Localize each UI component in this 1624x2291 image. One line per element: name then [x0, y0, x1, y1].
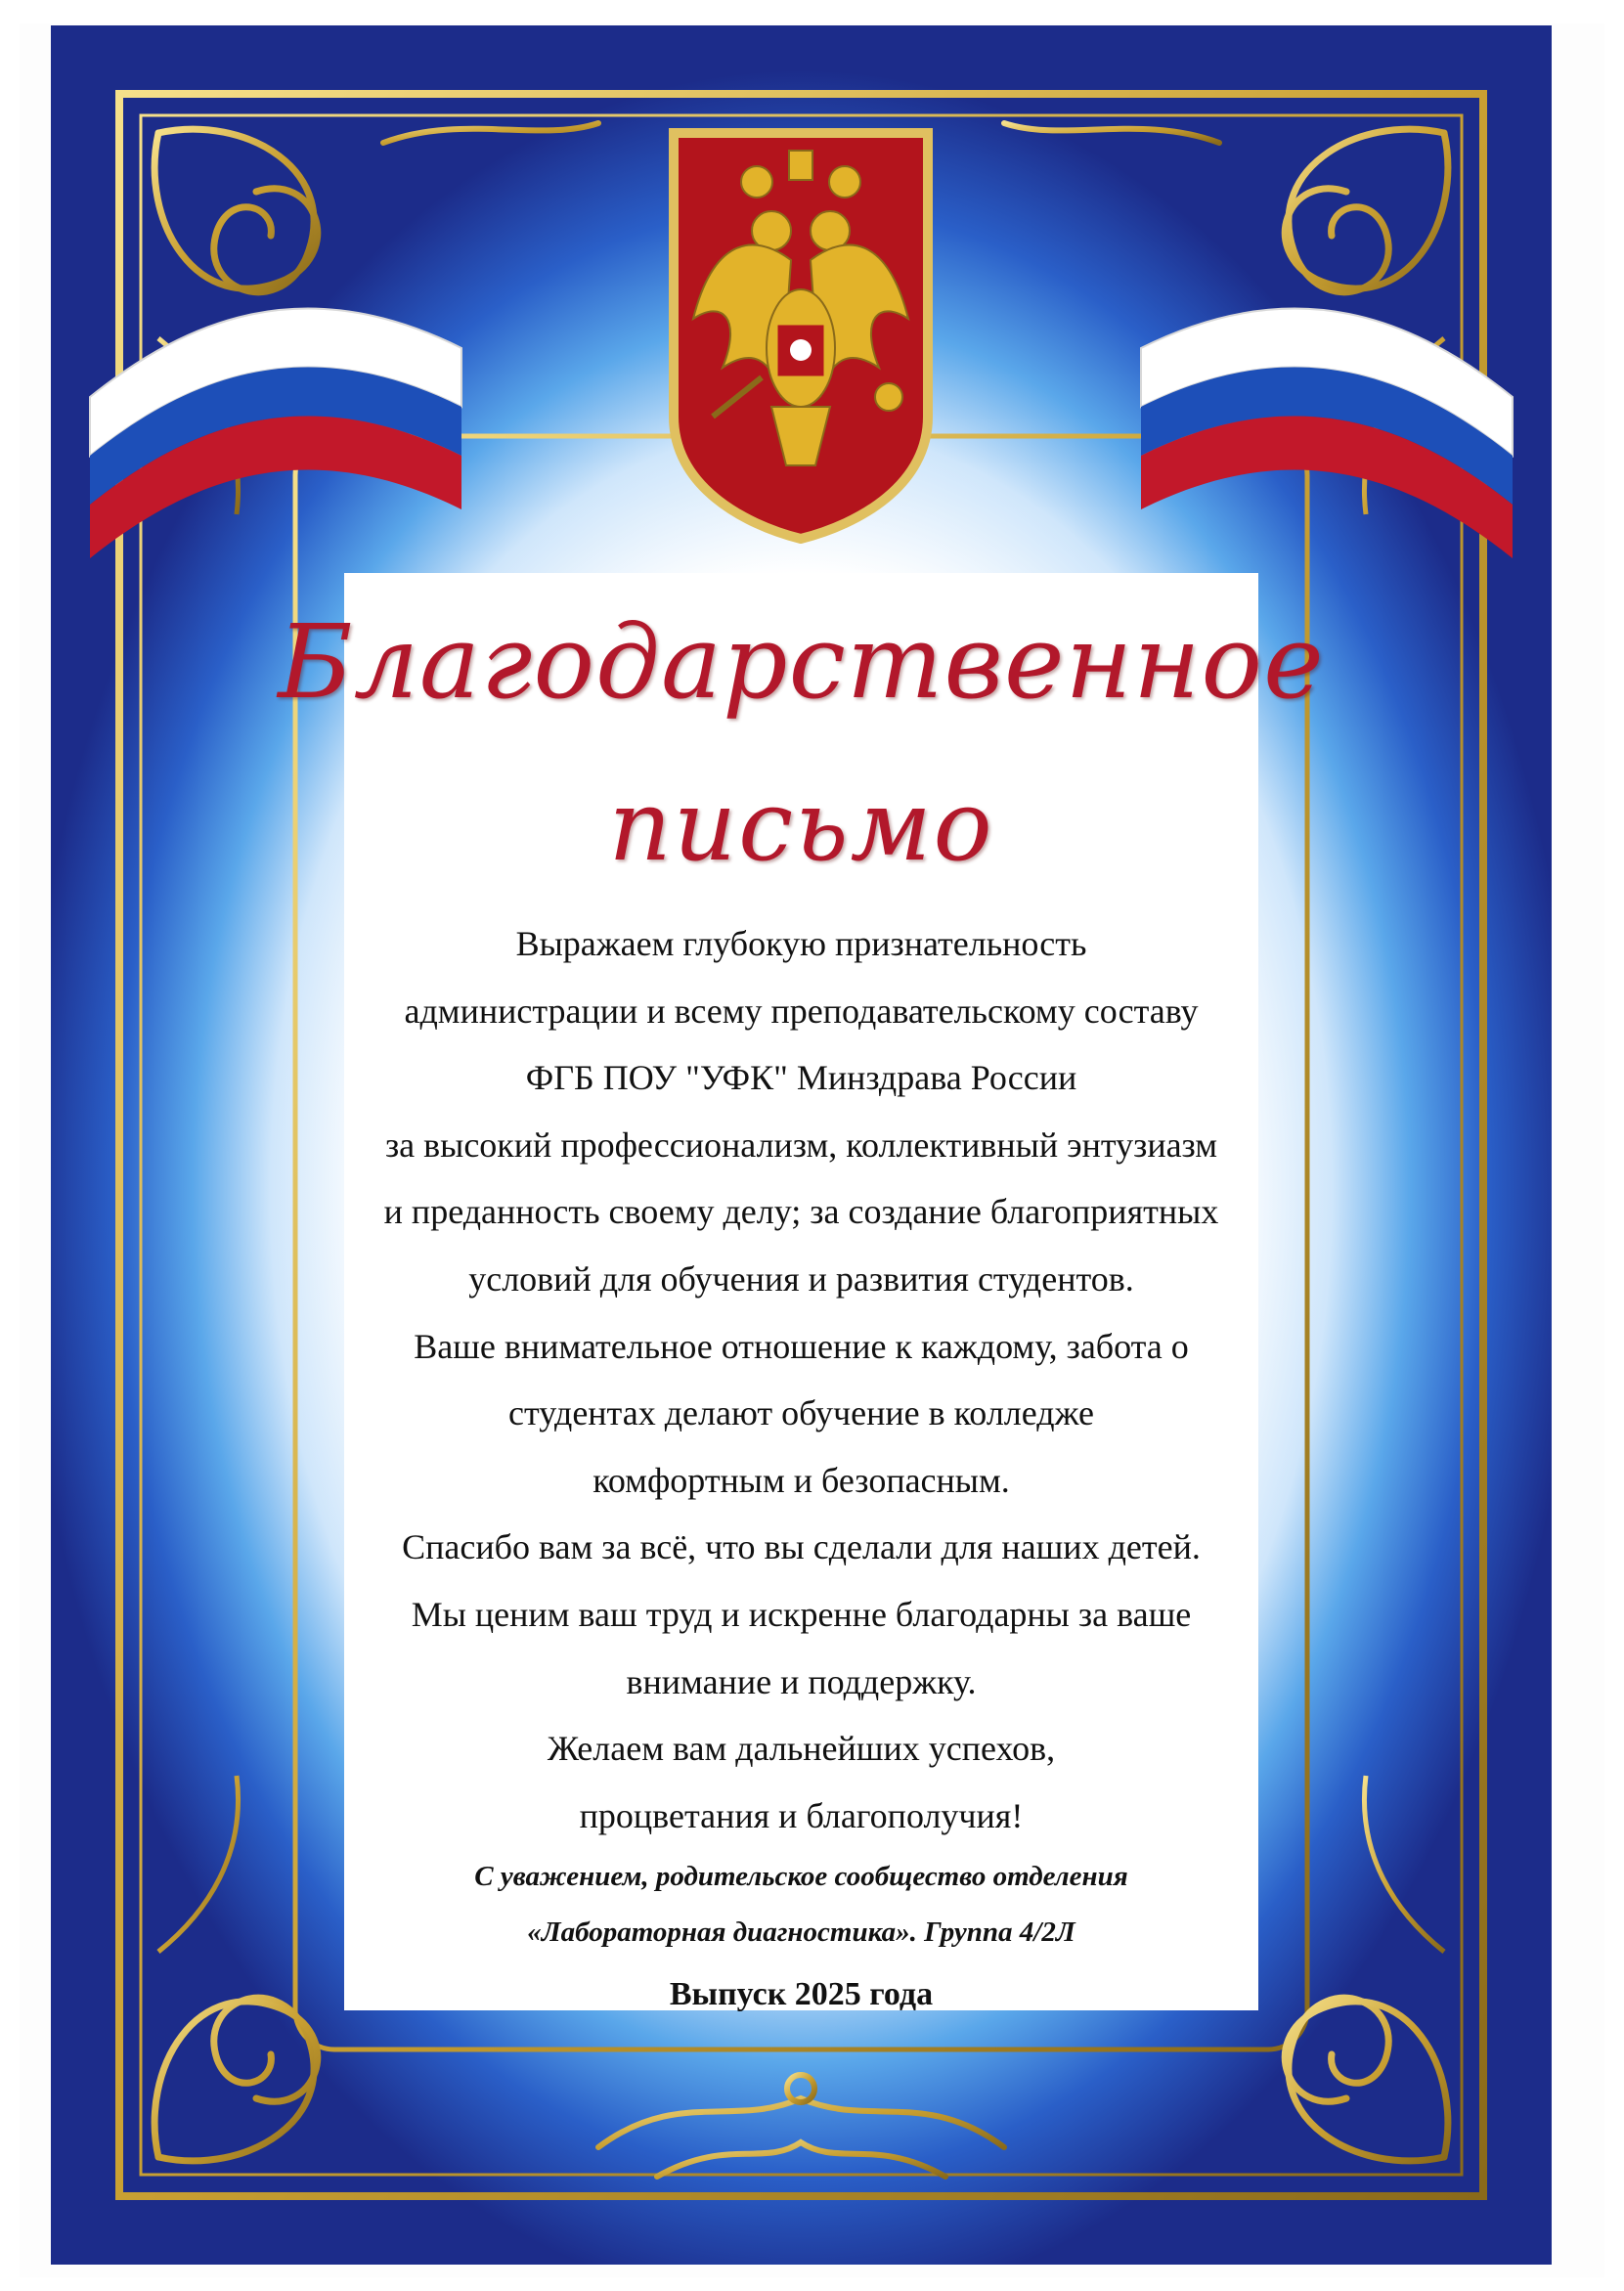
body-line: Выражаем глубокую признательность: [515, 924, 1087, 963]
body-line: Желаем вам дальнейших успехов,: [547, 1729, 1056, 1769]
body-line: внимание и поддержку.: [626, 1661, 977, 1701]
graduation-year: Выпуск 2025 года: [669, 1976, 934, 2013]
body-line: Ваше внимательное отношение к каждому, забота о: [414, 1326, 1189, 1366]
flag-ribbon-left: [90, 308, 461, 558]
body-line: ФГБ ПОУ "УФК" Минздрава России: [525, 1058, 1077, 1098]
body-line: студентах делают обучение в колледже: [508, 1393, 1094, 1433]
letter-body: [344, 910, 1258, 2029]
body-line: за высокий профессионализм, коллективный энтузиазм: [384, 1124, 1218, 1165]
body-line: условий для обучения и развития студентов.: [468, 1258, 1134, 1299]
signature-line: С уважением, родительское сообщество отделения: [474, 1861, 1128, 1893]
decorative-frame: [51, 25, 1552, 2265]
body-line: комфортным и безопасным.: [593, 1460, 1010, 1500]
body-line: Мы ценим ваш труд и искренне благодарны за ваше: [411, 1594, 1192, 1634]
body-line: администрации и всему преподавательскому составу: [404, 991, 1199, 1031]
signature-line: «Лабораторная диагностика». Группа 4/2Л: [527, 1917, 1075, 1949]
certificate-sheet: [20, 23, 1604, 2277]
body-line: и преданность своему делу; за создание благоприятных: [383, 1192, 1219, 1232]
coat-of-arms-icon: [654, 123, 947, 544]
title-line-1: Благодарственное: [278, 602, 1325, 722]
title-line-2: письмо: [608, 769, 994, 883]
body-line: процветания и благополучия!: [579, 1795, 1024, 1835]
body-line: Спасибо вам за всё, что вы сделали для наших детей.: [402, 1527, 1201, 1567]
flag-ribbon-right: [1141, 308, 1513, 558]
